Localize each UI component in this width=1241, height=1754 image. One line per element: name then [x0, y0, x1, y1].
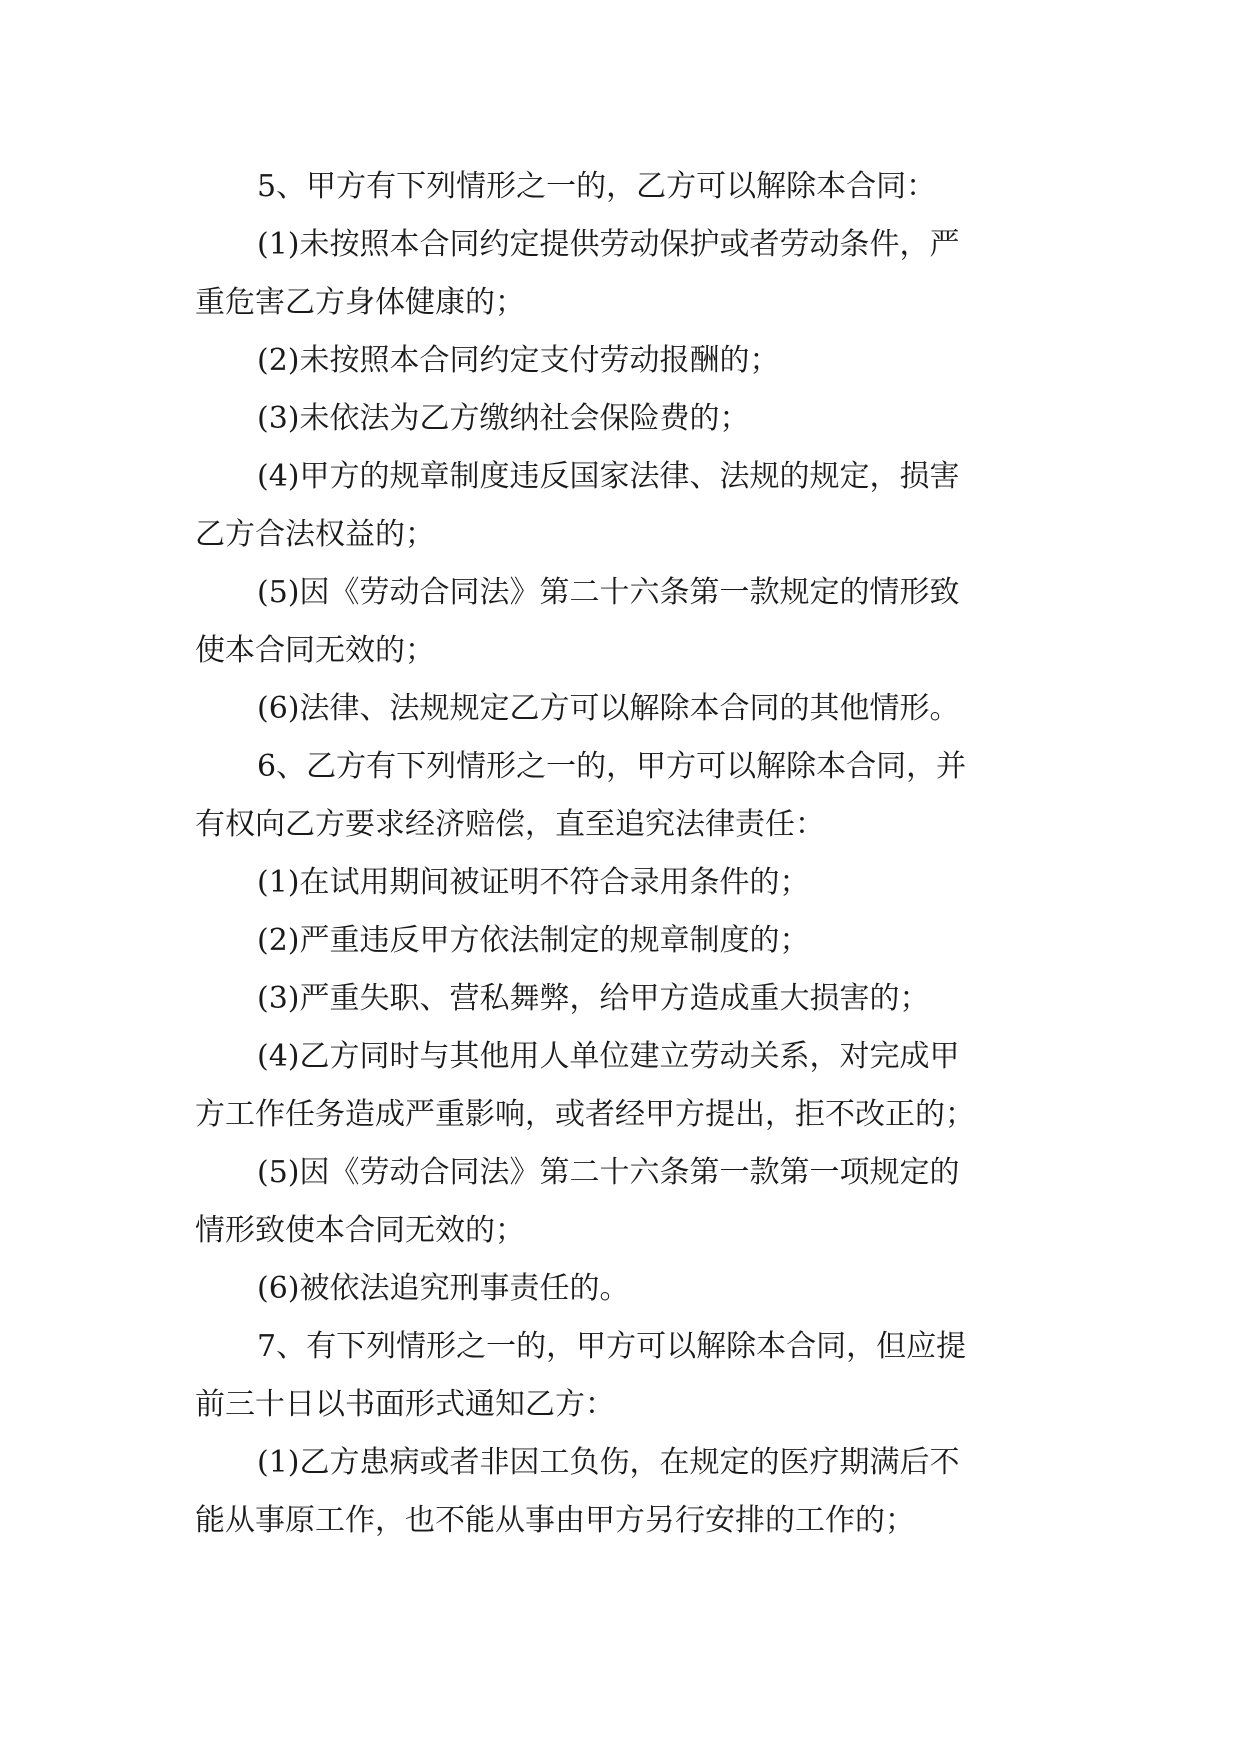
clause-6-item-5-line-2: 情形致使本合同无效的； [195, 1213, 525, 1248]
clause-6-item-4-line-2: 方工作任务造成严重影响，或者经甲方提出，拒不改正的； [195, 1097, 975, 1132]
clause-7-item-1-line-1: (1)乙方患病或者非因工负伤，在规定的医疗期满后不 [257, 1445, 960, 1480]
clause-6-item-6: (6)被依法追究刑事责任的。 [257, 1271, 630, 1306]
clause-5-item-4-line-1: (4)甲方的规章制度违反国家法律、法规的规定，损害 [257, 459, 960, 494]
clause-6-item-5-line-1: (5)因《劳动合同法》第二十六条第一款第一项规定的 [257, 1155, 960, 1190]
clause-5-item-1-line-1: (1)未按照本合同约定提供劳动保护或者劳动条件，严 [257, 227, 960, 262]
clause-5-item-3: (3)未依法为乙方缴纳社会保险费的； [257, 401, 750, 436]
clause-5-item-6: (6)法律、法规规定乙方可以解除本合同的其他情形。 [257, 691, 960, 726]
clause-7-heading-line-2: 前三十日以书面形式通知乙方： [195, 1387, 615, 1422]
clause-5-item-5-line-1: (5)因《劳动合同法》第二十六条第一款规定的情形致 [257, 575, 960, 610]
clause-6-heading-line-1: 6、乙方有下列情形之一的，甲方可以解除本合同，并 [257, 749, 967, 784]
clause-5-heading: 5、甲方有下列情形之一的，乙方可以解除本合同： [257, 169, 937, 204]
clause-6-heading-line-2: 有权向乙方要求经济赔偿，直至追究法律责任： [195, 807, 825, 842]
clause-6-item-4-line-1: (4)乙方同时与其他用人单位建立劳动关系，对完成甲 [257, 1039, 960, 1074]
clause-7-item-1-line-2: 能从事原工作，也不能从事由甲方另行安排的工作的； [195, 1503, 915, 1538]
clause-5-item-2: (2)未按照本合同约定支付劳动报酬的； [257, 343, 780, 378]
clause-7-heading-line-1: 7、有下列情形之一的，甲方可以解除本合同，但应提 [257, 1329, 967, 1364]
clause-5-item-4-line-2: 乙方合法权益的； [195, 517, 435, 552]
clause-6-item-1: (1)在试用期间被证明不符合录用条件的； [257, 865, 810, 900]
clause-5-item-1-line-2: 重危害乙方身体健康的； [195, 285, 525, 320]
clause-6-item-2: (2)严重违反甲方依法制定的规章制度的； [257, 923, 810, 958]
clause-5-item-5-line-2: 使本合同无效的； [195, 633, 435, 668]
clause-6-item-3: (3)严重失职、营私舞弊，给甲方造成重大损害的； [257, 981, 930, 1016]
document-body [195, 158, 1057, 1550]
